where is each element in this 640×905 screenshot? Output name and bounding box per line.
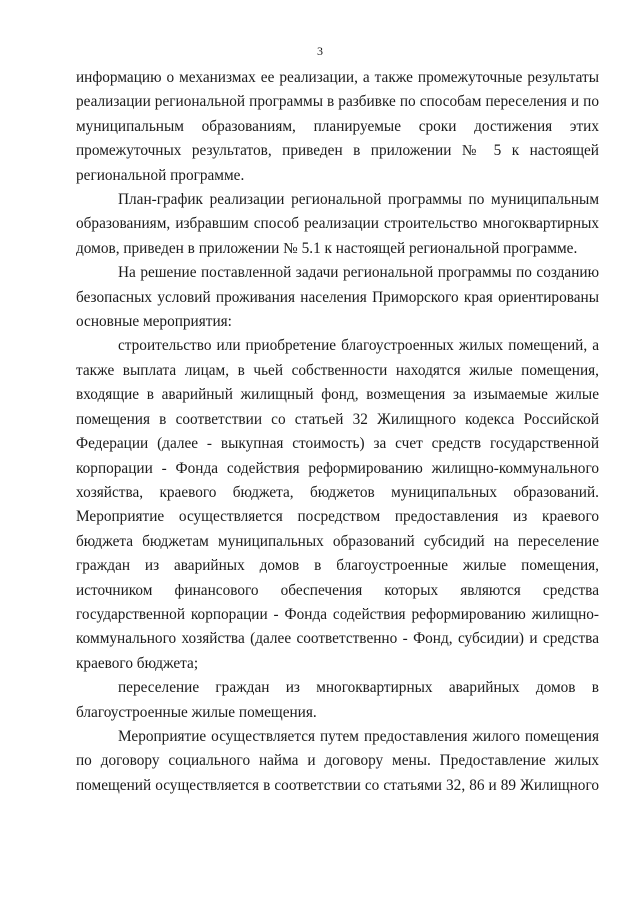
paragraph [76, 725, 599, 798]
text-line: промежуточных результатов, приведен в приложении № 5 к настоящей [76, 142, 599, 160]
text-line: безопасных условий проживания населения Приморского края ориентированы [76, 288, 599, 306]
text-line: домов, приведен в приложении № 5.1 к настоящей региональной программе. [76, 239, 578, 257]
text-line: информацию о механизмах ее реализации, а также промежуточные результаты [76, 69, 599, 86]
text-line: краевого бюджета; [76, 654, 199, 672]
text-line: образованиям, избравшим способ реализации строительство многоквартирных [76, 215, 599, 233]
text-line: Мероприятие осуществляется путем предоставления жилого помещения [118, 727, 599, 745]
text-line: хозяйства, краевого бюджета, бюджетов муниципальных образований. [76, 483, 599, 501]
text-line: по договору социального найма и договору мены. Предоставление жилых [76, 752, 599, 770]
text-line: граждан из аварийных домов в благоустроенные жилые помещения, [76, 557, 599, 575]
text-line: строительство или приобретение благоустроенных жилых помещений, а [118, 337, 599, 355]
text-line: корпорации - Фонда содействия реформированию жилищно-коммунального [76, 459, 599, 477]
text-line: также выплата лицам, в чьей собственности находятся жилые помещения, [76, 361, 599, 379]
paragraph [76, 261, 599, 334]
text-line: реализации региональной программы в разбивке по способам переселения и по [76, 93, 599, 111]
page-number: 3 [317, 44, 323, 58]
text-line: муниципальным образованиям, планируемые сроки достижения этих [76, 117, 599, 135]
text-line: Мероприятие осуществляется посредством предоставления из краевого [76, 508, 599, 526]
text-line: бюджета бюджетам муниципальных образований субсидий на переселение [76, 532, 599, 550]
text-line: источником финансового обеспечения которых являются средства [76, 581, 599, 599]
text-line: основные мероприятия: [76, 313, 232, 331]
text-line: На решение поставленной задачи региональной программы по созданию [118, 264, 599, 282]
text-line: региональной программе. [76, 166, 245, 184]
paragraph [76, 66, 599, 188]
text-line: Федерации (далее - выкупная стоимость) за счет средств государственной [76, 435, 599, 453]
text-line: благоустроенные жилые помещения. [76, 703, 317, 721]
paragraph [76, 188, 599, 261]
text-line: государственной корпорации - Фонда содействия реформированию жилищно- [76, 605, 599, 623]
text-line: входящие в аварийный жилищный фонд, возмещения за изымаемые жилые [76, 386, 599, 404]
text-line: помещений осуществляется в соответствии со статьями 32, 86 и 89 Жилищного [76, 776, 599, 794]
text-line: План-график реализации региональной программы по муниципальным [118, 191, 599, 209]
text-line: помещения в соответствии со статьей 32 Жилищного кодекса Российской [76, 410, 599, 428]
body-text [76, 66, 599, 798]
text-line: коммунального хозяйства (далее соответственно - Фонд, субсидии) и средства [76, 630, 599, 648]
text-line: переселение граждан из многоквартирных аварийных домов в [118, 679, 599, 697]
paragraph [76, 676, 599, 725]
paragraph [76, 334, 599, 676]
